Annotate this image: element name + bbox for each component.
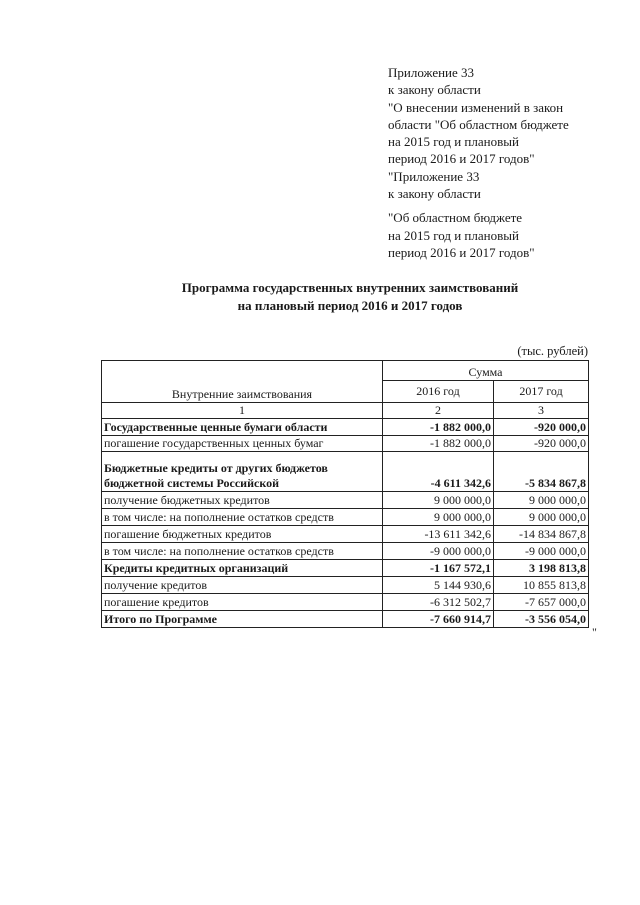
table-row <box>102 577 589 594</box>
header-line: к закону области <box>388 82 481 98</box>
column-header-2017: 2017 год <box>494 381 589 403</box>
table-row <box>102 543 589 560</box>
header-line: на 2015 год и плановый <box>388 227 519 243</box>
closing-quote: " <box>592 625 597 639</box>
row-label: Кредиты кредитных организаций <box>102 560 383 577</box>
value-2016: -1 882 000,0 <box>383 419 494 436</box>
value-2016: 9 000 000,0 <box>383 509 494 526</box>
header-line: области "Об областном бюджете <box>388 116 569 132</box>
row-label <box>102 452 383 492</box>
value-2017: 9 000 000,0 <box>494 509 589 526</box>
appendix-header <box>388 64 640 261</box>
value-2017: -14 834 867,8 <box>494 526 589 543</box>
column-header-borrowings: Внутренние заимствования <box>102 361 383 403</box>
value-2016: -7 660 914,7 <box>383 611 494 628</box>
header-line: Приложение 33 <box>388 65 475 80</box>
value-2016: -4 611 342,6 <box>383 452 494 492</box>
table-row <box>102 560 589 577</box>
value-2017: -920 000,0 <box>494 419 589 436</box>
row-label-line-2: бюджетной системы Российской <box>104 476 279 490</box>
units-label: (тыс. рублей) <box>517 344 588 358</box>
value-2017: 10 855 813,8 <box>494 577 589 594</box>
value-2016: -1 882 000,0 <box>383 436 494 452</box>
row-label: Государственные ценные бумаги области <box>102 419 383 436</box>
row-label-line-1: Бюджетные кредиты от других бюджетов <box>104 461 328 475</box>
header-line: "О внесении изменений в закон <box>388 99 564 115</box>
table-row <box>102 452 589 492</box>
header-line: период 2016 и 2017 годов" <box>388 244 535 260</box>
borrowing-program-table <box>101 360 589 628</box>
header-line: к закону области <box>388 186 481 202</box>
row-label: погашение кредитов <box>102 594 383 611</box>
table-row <box>102 509 589 526</box>
column-header-2016: 2016 год <box>383 381 494 403</box>
column-number-3: 3 <box>494 403 589 419</box>
header-line: "Об областном бюджете <box>388 210 523 226</box>
title-line-2: на плановый период 2016 и 2017 годов <box>237 298 463 313</box>
column-number-1: 1 <box>102 403 383 419</box>
table-row <box>102 594 589 611</box>
value-2016: 5 144 930,6 <box>383 577 494 594</box>
value-2016: -9 000 000,0 <box>383 543 494 560</box>
header-line: на 2015 год и плановый <box>388 134 519 150</box>
value-2017: 3 198 813,8 <box>494 560 589 577</box>
row-label: получение бюджетных кредитов <box>102 492 383 509</box>
table-row <box>102 526 589 543</box>
row-label: погашение государственных ценных бумаг <box>102 436 383 452</box>
value-2016: -13 611 342,6 <box>383 526 494 543</box>
row-label: в том числе: на пополнение остатков средств <box>102 509 383 526</box>
column-number-2: 2 <box>383 403 494 419</box>
header-line: "Приложение 33 <box>388 168 480 184</box>
value-2016: 9 000 000,0 <box>383 492 494 509</box>
table-row <box>102 419 589 436</box>
row-label: погашение бюджетных кредитов <box>102 526 383 543</box>
row-label: в том числе: на пополнение остатков средств <box>102 543 383 560</box>
value-2017: -7 657 000,0 <box>494 594 589 611</box>
title-line-1: Программа государственных внутренних заимствований <box>181 280 519 295</box>
document-title <box>100 279 600 315</box>
row-label: Итого по Программе <box>102 611 383 628</box>
value-2017: -920 000,0 <box>494 436 589 452</box>
column-header-sum: Сумма <box>383 361 589 381</box>
value-2017: 9 000 000,0 <box>494 492 589 509</box>
table-row <box>102 492 589 509</box>
header-line: период 2016 и 2017 годов" <box>388 151 535 167</box>
table-row <box>102 611 589 628</box>
value-2017: -9 000 000,0 <box>494 543 589 560</box>
value-2017: -5 834 867,8 <box>494 452 589 492</box>
value-2017: -3 556 054,0 <box>494 611 589 628</box>
value-2016: -1 167 572,1 <box>383 560 494 577</box>
table-row <box>102 436 589 452</box>
row-label: получение кредитов <box>102 577 383 594</box>
value-2016: -6 312 502,7 <box>383 594 494 611</box>
